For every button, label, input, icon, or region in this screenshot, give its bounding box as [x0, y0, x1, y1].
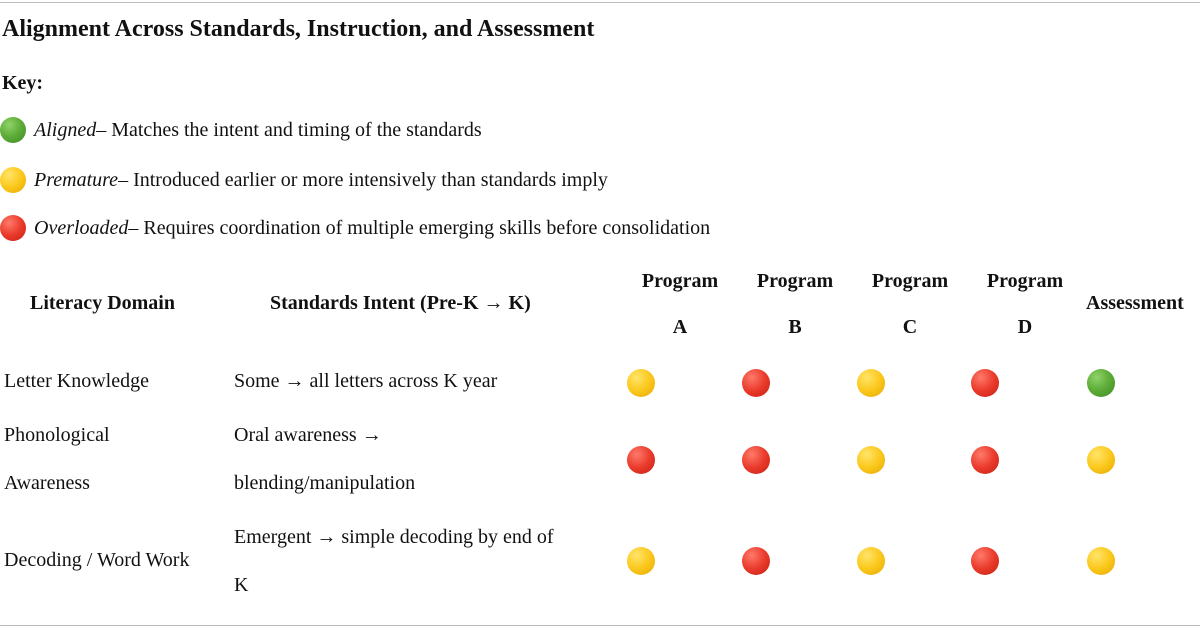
row-3-intent-line-1: Emergent → simple decoding by end of: [234, 526, 554, 548]
row-3-program-b-red-circle-icon: [742, 547, 770, 575]
row-2-assessment-yellow-circle-icon: [1087, 446, 1115, 474]
row-2-intent-line-1: Oral awareness →: [234, 424, 382, 446]
row-3-intent-line-2: K: [234, 574, 249, 596]
row-3-domain: Decoding / Word Work: [4, 549, 190, 571]
header-program-a: Program A: [641, 270, 719, 338]
key-description: – Requires coordination of multiple emerging skills before consolidation: [128, 216, 711, 239]
bottom-rule: [0, 625, 1200, 626]
key-description: – Introduced earlier or more intensively than standards imply: [118, 168, 608, 191]
row-2-program-c-yellow-circle-icon: [857, 446, 885, 474]
row-1-program-c-yellow-circle-icon: [857, 369, 885, 397]
green-circle-icon: [0, 117, 26, 143]
row-2-domain-line-1: Phonological: [4, 424, 110, 446]
header-program-c: Program C: [871, 270, 949, 338]
row-2-domain-line-2: Awareness: [4, 472, 90, 494]
header-literacy-domain: Literacy Domain: [30, 292, 175, 314]
row-3-assessment-yellow-circle-icon: [1087, 547, 1115, 575]
key-term: Aligned: [34, 118, 97, 141]
page-title: Alignment Across Standards, Instruction, and Assessment: [2, 16, 595, 42]
row-2-program-b-red-circle-icon: [742, 446, 770, 474]
key-item-premature: [0, 166, 608, 194]
header-standards-intent: Standards Intent (Pre-K → K): [270, 292, 531, 314]
row-1-program-d-red-circle-icon: [971, 369, 999, 397]
row-1-intent: Some → all letters across K year: [234, 370, 498, 392]
header-program-b: Program B: [756, 270, 834, 338]
row-2-program-a-red-circle-icon: [627, 446, 655, 474]
row-3-program-c-yellow-circle-icon: [857, 547, 885, 575]
yellow-circle-icon: [0, 167, 26, 193]
red-circle-icon: [0, 215, 26, 241]
key-description: – Matches the intent and timing of the standards: [96, 118, 482, 141]
header-program-d: Program D: [986, 270, 1064, 338]
header-assessment: Assessment: [1086, 292, 1184, 314]
row-1-assessment-green-circle-icon: [1087, 369, 1115, 397]
key-item-aligned: [0, 116, 482, 144]
row-2-program-d-red-circle-icon: [971, 446, 999, 474]
key-item-overloaded: [0, 214, 710, 242]
top-rule: [0, 2, 1200, 3]
row-3-program-d-red-circle-icon: [971, 547, 999, 575]
row-1-program-b-red-circle-icon: [742, 369, 770, 397]
key-term: Premature: [34, 168, 119, 191]
row-3-program-a-yellow-circle-icon: [627, 547, 655, 575]
row-1-domain: Letter Knowledge: [4, 370, 149, 392]
row-1-program-a-yellow-circle-icon: [627, 369, 655, 397]
key-label: Key:: [2, 72, 44, 94]
key-term: Overloaded: [34, 216, 129, 239]
row-2-intent-line-2: blending/manipulation: [234, 472, 416, 494]
